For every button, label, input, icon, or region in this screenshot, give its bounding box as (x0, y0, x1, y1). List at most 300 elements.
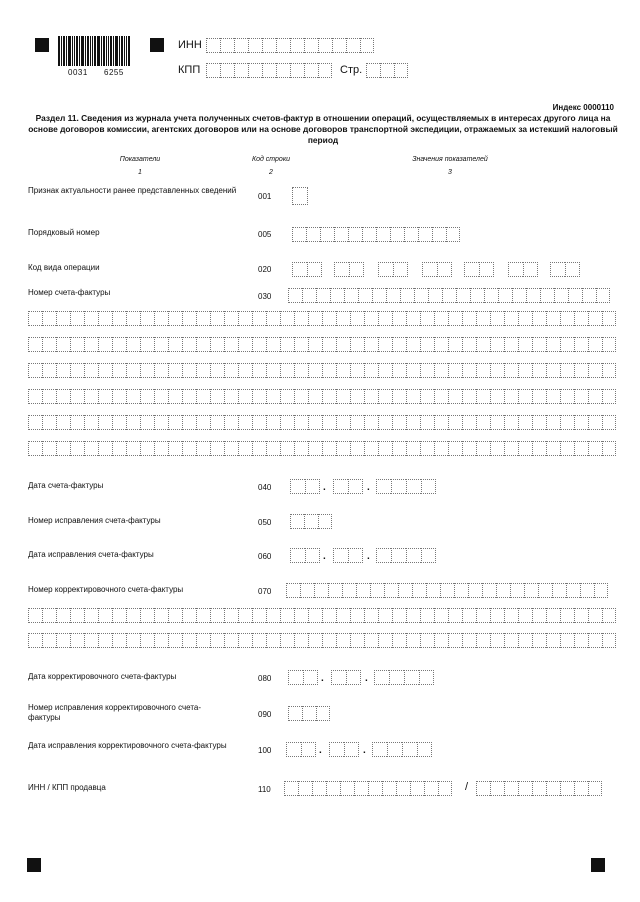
input-cell[interactable] (350, 441, 364, 456)
input-cell[interactable] (344, 742, 359, 757)
input-cell[interactable] (262, 63, 276, 78)
input-cell[interactable] (406, 415, 420, 430)
input-cell[interactable] (560, 389, 574, 404)
input-cell[interactable] (462, 633, 476, 648)
input-cell[interactable] (298, 781, 312, 796)
input-cell[interactable] (238, 633, 252, 648)
input-cell[interactable] (582, 288, 596, 303)
input-cell[interactable] (574, 608, 588, 623)
input-cell[interactable] (412, 583, 426, 598)
input-cell[interactable] (560, 363, 574, 378)
input-cell[interactable] (350, 389, 364, 404)
correction-date-year-input[interactable] (376, 548, 436, 563)
input-cell[interactable] (364, 608, 378, 623)
input-cell[interactable] (434, 441, 448, 456)
input-cell[interactable] (280, 311, 294, 326)
input-cell[interactable] (552, 583, 566, 598)
input-cell[interactable] (588, 781, 602, 796)
input-cell[interactable] (140, 633, 154, 648)
input-cell[interactable] (546, 441, 560, 456)
input-cell[interactable] (462, 389, 476, 404)
input-cell[interactable] (336, 389, 350, 404)
adjustment-invoice-number-input-line-3[interactable] (28, 633, 616, 648)
input-cell[interactable] (290, 38, 304, 53)
input-cell[interactable] (538, 583, 552, 598)
input-cell[interactable] (112, 415, 126, 430)
input-cell[interactable] (568, 288, 582, 303)
correction-date-day-input[interactable] (290, 548, 320, 563)
input-cell[interactable] (378, 262, 393, 277)
input-cell[interactable] (462, 415, 476, 430)
input-cell[interactable] (140, 311, 154, 326)
input-cell[interactable] (98, 363, 112, 378)
input-cell[interactable] (98, 311, 112, 326)
input-cell[interactable] (588, 337, 602, 352)
invoice-number-input-line-2[interactable] (28, 311, 616, 326)
input-cell[interactable] (546, 415, 560, 430)
input-cell[interactable] (248, 63, 262, 78)
input-cell[interactable] (602, 608, 616, 623)
input-cell[interactable] (56, 311, 70, 326)
input-cell[interactable] (462, 363, 476, 378)
input-cell[interactable] (532, 337, 546, 352)
input-cell[interactable] (350, 311, 364, 326)
input-cell[interactable] (320, 227, 334, 242)
input-cell[interactable] (332, 38, 346, 53)
input-cell[interactable] (196, 363, 210, 378)
input-cell[interactable] (387, 742, 402, 757)
input-cell[interactable] (42, 441, 56, 456)
input-cell[interactable] (182, 311, 196, 326)
input-cell[interactable] (554, 288, 568, 303)
input-cell[interactable] (406, 389, 420, 404)
adjustment-correction-date-day-input[interactable] (286, 742, 316, 757)
input-cell[interactable] (426, 583, 440, 598)
input-cell[interactable] (56, 608, 70, 623)
input-cell[interactable] (266, 337, 280, 352)
input-cell[interactable] (56, 441, 70, 456)
input-cell[interactable] (560, 633, 574, 648)
input-cell[interactable] (356, 583, 370, 598)
input-cell[interactable] (476, 608, 490, 623)
input-cell[interactable] (300, 583, 314, 598)
input-cell[interactable] (448, 415, 462, 430)
input-cell[interactable] (224, 415, 238, 430)
input-cell[interactable] (140, 337, 154, 352)
input-cell[interactable] (504, 441, 518, 456)
input-cell[interactable] (196, 415, 210, 430)
input-cell[interactable] (362, 227, 376, 242)
input-cell[interactable] (364, 633, 378, 648)
input-cell[interactable] (84, 389, 98, 404)
input-cell[interactable] (574, 441, 588, 456)
input-cell[interactable] (316, 706, 330, 721)
input-cell[interactable] (420, 441, 434, 456)
input-cell[interactable] (318, 38, 332, 53)
input-cell[interactable] (42, 389, 56, 404)
input-cell[interactable] (396, 781, 410, 796)
input-cell[interactable] (574, 415, 588, 430)
input-cell[interactable] (168, 415, 182, 430)
input-cell[interactable] (238, 441, 252, 456)
input-cell[interactable] (434, 311, 448, 326)
invoice-number-input-line-3[interactable] (28, 337, 616, 352)
input-cell[interactable] (294, 608, 308, 623)
input-cell[interactable] (154, 337, 168, 352)
input-cell[interactable] (389, 670, 404, 685)
input-cell[interactable] (476, 389, 490, 404)
input-cell[interactable] (406, 548, 421, 563)
input-cell[interactable] (238, 337, 252, 352)
input-cell[interactable] (378, 311, 392, 326)
input-cell[interactable] (294, 337, 308, 352)
input-cell[interactable] (350, 337, 364, 352)
input-cell[interactable] (560, 415, 574, 430)
input-cell[interactable] (238, 311, 252, 326)
input-cell[interactable] (308, 608, 322, 623)
input-cell[interactable] (262, 38, 276, 53)
input-cell[interactable] (532, 781, 546, 796)
input-cell[interactable] (462, 441, 476, 456)
input-cell[interactable] (546, 781, 560, 796)
input-cell[interactable] (252, 337, 266, 352)
input-cell[interactable] (154, 441, 168, 456)
input-cell[interactable] (280, 441, 294, 456)
input-cell[interactable] (290, 63, 304, 78)
input-cell[interactable] (322, 633, 336, 648)
input-cell[interactable] (290, 548, 305, 563)
input-cell[interactable] (523, 262, 538, 277)
input-cell[interactable] (382, 781, 396, 796)
input-cell[interactable] (364, 337, 378, 352)
input-cell[interactable] (420, 608, 434, 623)
input-cell[interactable] (434, 415, 448, 430)
input-cell[interactable] (482, 583, 496, 598)
input-cell[interactable] (392, 415, 406, 430)
input-cell[interactable] (496, 583, 510, 598)
input-cell[interactable] (42, 633, 56, 648)
input-cell[interactable] (546, 389, 560, 404)
input-cell[interactable] (350, 363, 364, 378)
input-cell[interactable] (438, 781, 452, 796)
input-cell[interactable] (308, 389, 322, 404)
input-cell[interactable] (422, 262, 437, 277)
input-cell[interactable] (410, 781, 424, 796)
input-cell[interactable] (402, 742, 417, 757)
input-cell[interactable] (322, 608, 336, 623)
input-cell[interactable] (70, 389, 84, 404)
input-cell[interactable] (340, 781, 354, 796)
input-cell[interactable] (168, 337, 182, 352)
input-cell[interactable] (364, 389, 378, 404)
input-cell[interactable] (140, 441, 154, 456)
input-cell[interactable] (518, 311, 532, 326)
input-cell[interactable] (322, 363, 336, 378)
input-cell[interactable] (280, 363, 294, 378)
input-cell[interactable] (602, 441, 616, 456)
input-cell[interactable] (210, 633, 224, 648)
input-cell[interactable] (432, 227, 446, 242)
input-cell[interactable] (196, 389, 210, 404)
input-cell[interactable] (70, 608, 84, 623)
input-cell[interactable] (348, 548, 363, 563)
input-cell[interactable] (392, 363, 406, 378)
input-cell[interactable] (421, 548, 436, 563)
input-cell[interactable] (448, 311, 462, 326)
input-cell[interactable] (434, 363, 448, 378)
invoice-number-input-line-5[interactable] (28, 389, 616, 404)
input-cell[interactable] (42, 363, 56, 378)
input-cell[interactable] (476, 441, 490, 456)
input-cell[interactable] (304, 514, 318, 529)
input-cell[interactable] (318, 514, 332, 529)
input-cell[interactable] (210, 608, 224, 623)
input-cell[interactable] (372, 288, 386, 303)
input-cell[interactable] (588, 441, 602, 456)
input-cell[interactable] (304, 38, 318, 53)
input-cell[interactable] (126, 311, 140, 326)
input-cell[interactable] (266, 311, 280, 326)
input-cell[interactable] (518, 608, 532, 623)
input-cell[interactable] (308, 633, 322, 648)
input-cell[interactable] (280, 415, 294, 430)
input-cell[interactable] (308, 311, 322, 326)
adjustment-invoice-number-input-line-1[interactable] (286, 583, 608, 598)
input-cell[interactable] (286, 583, 300, 598)
input-cell[interactable] (390, 227, 404, 242)
input-cell[interactable] (266, 415, 280, 430)
input-cell[interactable] (518, 415, 532, 430)
input-cell[interactable] (504, 608, 518, 623)
input-cell[interactable] (224, 441, 238, 456)
input-cell[interactable] (266, 363, 280, 378)
input-cell[interactable] (168, 608, 182, 623)
input-cell[interactable] (420, 389, 434, 404)
input-cell[interactable] (490, 337, 504, 352)
input-cell[interactable] (334, 262, 349, 277)
input-cell[interactable] (588, 633, 602, 648)
input-cell[interactable] (210, 363, 224, 378)
input-cell[interactable] (196, 311, 210, 326)
input-cell[interactable] (393, 262, 408, 277)
input-cell[interactable] (602, 311, 616, 326)
input-cell[interactable] (550, 262, 565, 277)
input-cell[interactable] (266, 441, 280, 456)
input-cell[interactable] (456, 288, 470, 303)
input-cell[interactable] (462, 337, 476, 352)
adjustment-date-year-input[interactable] (374, 670, 434, 685)
input-cell[interactable] (414, 288, 428, 303)
input-cell[interactable] (294, 441, 308, 456)
input-cell[interactable] (574, 311, 588, 326)
operation-code-input-2[interactable] (334, 262, 364, 277)
input-cell[interactable] (196, 633, 210, 648)
input-cell[interactable] (392, 337, 406, 352)
input-cell[interactable] (504, 311, 518, 326)
input-cell[interactable] (196, 337, 210, 352)
input-cell[interactable] (546, 337, 560, 352)
input-cell[interactable] (602, 337, 616, 352)
input-cell[interactable] (305, 479, 320, 494)
input-cell[interactable] (84, 608, 98, 623)
input-cell[interactable] (574, 633, 588, 648)
input-cell[interactable] (588, 311, 602, 326)
input-cell[interactable] (288, 288, 302, 303)
input-cell[interactable] (112, 608, 126, 623)
input-cell[interactable] (182, 389, 196, 404)
input-cell[interactable] (28, 608, 42, 623)
input-cell[interactable] (546, 363, 560, 378)
input-cell[interactable] (84, 337, 98, 352)
input-cell[interactable] (378, 389, 392, 404)
input-cell[interactable] (238, 363, 252, 378)
input-cell[interactable] (336, 415, 350, 430)
input-cell[interactable] (84, 363, 98, 378)
input-cell[interactable] (333, 479, 348, 494)
input-cell[interactable] (224, 337, 238, 352)
input-cell[interactable] (42, 337, 56, 352)
input-cell[interactable] (448, 389, 462, 404)
input-cell[interactable] (518, 781, 532, 796)
input-cell[interactable] (318, 63, 332, 78)
input-cell[interactable] (504, 337, 518, 352)
input-cell[interactable] (42, 311, 56, 326)
kpp-input[interactable] (206, 63, 332, 78)
input-cell[interactable] (378, 415, 392, 430)
input-cell[interactable] (378, 363, 392, 378)
input-cell[interactable] (404, 670, 419, 685)
input-cell[interactable] (168, 389, 182, 404)
input-cell[interactable] (602, 389, 616, 404)
input-cell[interactable] (234, 38, 248, 53)
input-cell[interactable] (112, 363, 126, 378)
input-cell[interactable] (322, 311, 336, 326)
input-cell[interactable] (252, 608, 266, 623)
input-cell[interactable] (454, 583, 468, 598)
input-cell[interactable] (462, 608, 476, 623)
input-cell[interactable] (126, 363, 140, 378)
input-cell[interactable] (344, 288, 358, 303)
input-cell[interactable] (112, 311, 126, 326)
input-cell[interactable] (126, 389, 140, 404)
input-cell[interactable] (307, 262, 322, 277)
input-cell[interactable] (378, 633, 392, 648)
input-cell[interactable] (206, 38, 220, 53)
input-cell[interactable] (350, 608, 364, 623)
input-cell[interactable] (490, 633, 504, 648)
input-cell[interactable] (98, 441, 112, 456)
input-cell[interactable] (140, 363, 154, 378)
input-cell[interactable] (70, 337, 84, 352)
input-cell[interactable] (442, 288, 456, 303)
input-cell[interactable] (364, 363, 378, 378)
input-cell[interactable] (224, 633, 238, 648)
input-cell[interactable] (210, 415, 224, 430)
input-cell[interactable] (182, 337, 196, 352)
input-cell[interactable] (224, 363, 238, 378)
input-cell[interactable] (140, 608, 154, 623)
input-cell[interactable] (348, 479, 363, 494)
input-cell[interactable] (196, 608, 210, 623)
input-cell[interactable] (56, 415, 70, 430)
input-cell[interactable] (224, 311, 238, 326)
input-cell[interactable] (476, 337, 490, 352)
input-cell[interactable] (182, 608, 196, 623)
input-cell[interactable] (565, 262, 580, 277)
input-cell[interactable] (308, 363, 322, 378)
input-cell[interactable] (504, 781, 518, 796)
input-cell[interactable] (532, 608, 546, 623)
input-cell[interactable] (518, 337, 532, 352)
input-cell[interactable] (336, 311, 350, 326)
input-cell[interactable] (420, 363, 434, 378)
input-cell[interactable] (276, 38, 290, 53)
input-cell[interactable] (532, 311, 546, 326)
invoice-date-day-input[interactable] (290, 479, 320, 494)
input-cell[interactable] (252, 633, 266, 648)
input-cell[interactable] (370, 583, 384, 598)
input-cell[interactable] (490, 389, 504, 404)
invoice-date-year-input[interactable] (376, 479, 436, 494)
input-cell[interactable] (392, 389, 406, 404)
input-cell[interactable] (112, 389, 126, 404)
input-cell[interactable] (266, 633, 280, 648)
input-cell[interactable] (182, 363, 196, 378)
input-cell[interactable] (70, 363, 84, 378)
invoice-date-month-input[interactable] (333, 479, 363, 494)
input-cell[interactable] (302, 706, 316, 721)
input-cell[interactable] (182, 415, 196, 430)
input-cell[interactable] (238, 608, 252, 623)
input-cell[interactable] (84, 311, 98, 326)
input-cell[interactable] (140, 415, 154, 430)
operation-code-input-4[interactable] (422, 262, 452, 277)
input-cell[interactable] (420, 311, 434, 326)
input-cell[interactable] (210, 441, 224, 456)
input-cell[interactable] (358, 288, 372, 303)
input-cell[interactable] (280, 633, 294, 648)
input-cell[interactable] (560, 608, 574, 623)
input-cell[interactable] (602, 633, 616, 648)
input-cell[interactable] (56, 633, 70, 648)
operation-code-input-7[interactable] (550, 262, 580, 277)
input-cell[interactable] (182, 633, 196, 648)
input-cell[interactable] (168, 363, 182, 378)
input-cell[interactable] (290, 479, 305, 494)
input-cell[interactable] (112, 633, 126, 648)
input-cell[interactable] (28, 311, 42, 326)
input-cell[interactable] (294, 311, 308, 326)
input-cell[interactable] (112, 441, 126, 456)
input-cell[interactable] (154, 415, 168, 430)
input-cell[interactable] (526, 288, 540, 303)
input-cell[interactable] (448, 441, 462, 456)
adjustment-date-month-input[interactable] (331, 670, 361, 685)
input-cell[interactable] (376, 227, 390, 242)
input-cell[interactable] (292, 262, 307, 277)
input-cell[interactable] (326, 781, 340, 796)
input-cell[interactable] (314, 583, 328, 598)
input-cell[interactable] (386, 288, 400, 303)
input-cell[interactable] (476, 415, 490, 430)
input-cell[interactable] (286, 742, 301, 757)
input-cell[interactable] (479, 262, 494, 277)
input-cell[interactable] (126, 415, 140, 430)
input-cell[interactable] (490, 441, 504, 456)
input-cell[interactable] (28, 633, 42, 648)
inn-input[interactable] (206, 38, 374, 53)
input-cell[interactable] (312, 781, 326, 796)
